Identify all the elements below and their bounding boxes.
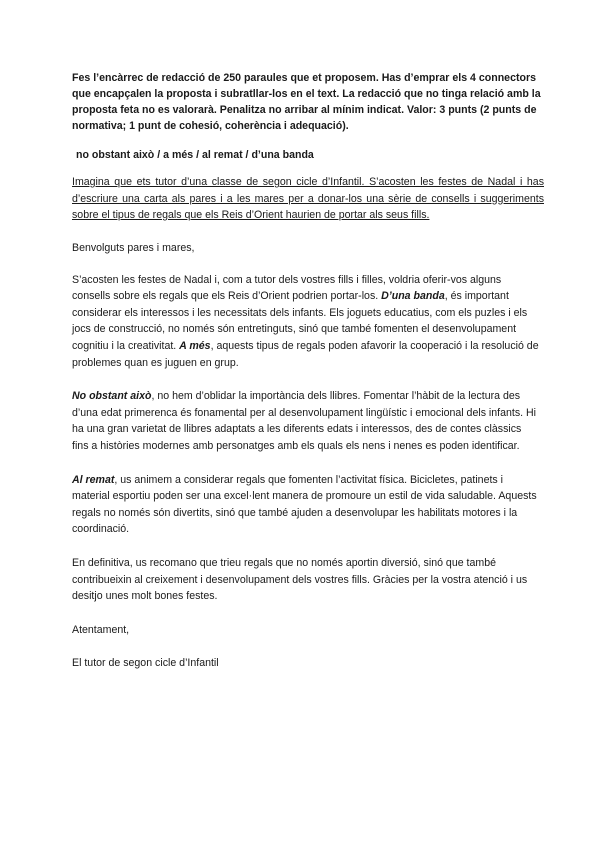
letter-paragraph-3: [72, 472, 540, 538]
paragraph-text: , us animem a considerar regals que fomenten l’activitat física. Bicicletes, patinets i material esportiu poden ser una excel·lent manera de promoure un estil de vida saludable. Aquests regals no només són divertits, sinó que també ajuden a desenvolupar les habilitats motores i la coordinació.: [72, 473, 537, 536]
letter-signature: El tutor de segon cicle d’Infantil: [72, 657, 219, 670]
letter-paragraph-2: [72, 388, 540, 454]
letter-closing: Atentament,: [72, 623, 130, 636]
paragraph-text: , és important considerar els interessos i les necessitats dels infants. Els joguets educatius, com els puzles i els jocs de construcció, no només són entretinguts, sinó que també fomenten el desenvolupament cognitiu i la creativitat.: [72, 290, 528, 352]
letter-paragraph-4: En definitiva, us recomano que trieu regals que no només aportin diversió, sinó que també contribueixin al creixement i desenvolupament dels vostres fills. Gràcies per la vostra atenció i us desitjo unes molt bones festes.: [72, 556, 528, 603]
connector-a-mes: A més: [179, 339, 211, 352]
connectors-list: no obstant això / a més / al remat / d’una banda: [76, 149, 314, 161]
letter-body: [72, 240, 540, 689]
paragraph-text: , aquests tipus de regals poden afavorir la cooperació i la resolució de problemes quan es juguen en grup.: [72, 339, 539, 369]
letter-greeting: Benvolguts pares i mares,: [72, 242, 195, 254]
connector-no-obstant-aixo: No obstant això: [72, 390, 152, 403]
instructions-text: Fes l’encàrrec de redacció de 250 paraules que et proposem. Has d’emprar els 4 connectors que encapçalen la proposta i subratllar-los en el text. La redacció que no tinga relació amb la proposta feta no es valorarà. Penalitza no arribar al mínim indicat. Valor: 3 punts (2 punts de normativa; 1 punt de cohesió, coherència i adequació).: [72, 72, 541, 132]
paragraph-text: , no hem d’oblidar la importància dels llibres. Fomentar l’hàbit de la lectura des d’una edat primerenca és fonamental per al desenvolupament lingüístic i emocional dels infants. Hi ha una gran varietat de llibres adaptats a les diferents edats i interessos, des de contes clàssics fins a històries modernes amb personatges amb els quals els nens i nenes es poden identificar.: [72, 390, 537, 452]
connector-al-remat: Al remat: [72, 473, 115, 486]
writing-prompt: Imagina que ets tutor d’una classe de segon cicle d’Infantil. S’acosten les festes de Nadal i has d’escriure una carta als pares i a les mares per a donar-los una sèrie de consells i suggeriments sobre el tipus de regals que els Reis d’Orient haurien de portar als seus fills.: [72, 176, 544, 221]
paragraph-text: S’acosten les festes de Nadal i, com a tutor dels vostres fills i filles, voldria oferir-vos alguns consells sobre els regals que els Reis d’Orient podrien portar-los.: [72, 273, 502, 303]
instructions-block: [72, 70, 542, 134]
connector-duna-banda: D’una banda: [381, 290, 445, 303]
letter-paragraph-1: [72, 272, 540, 372]
